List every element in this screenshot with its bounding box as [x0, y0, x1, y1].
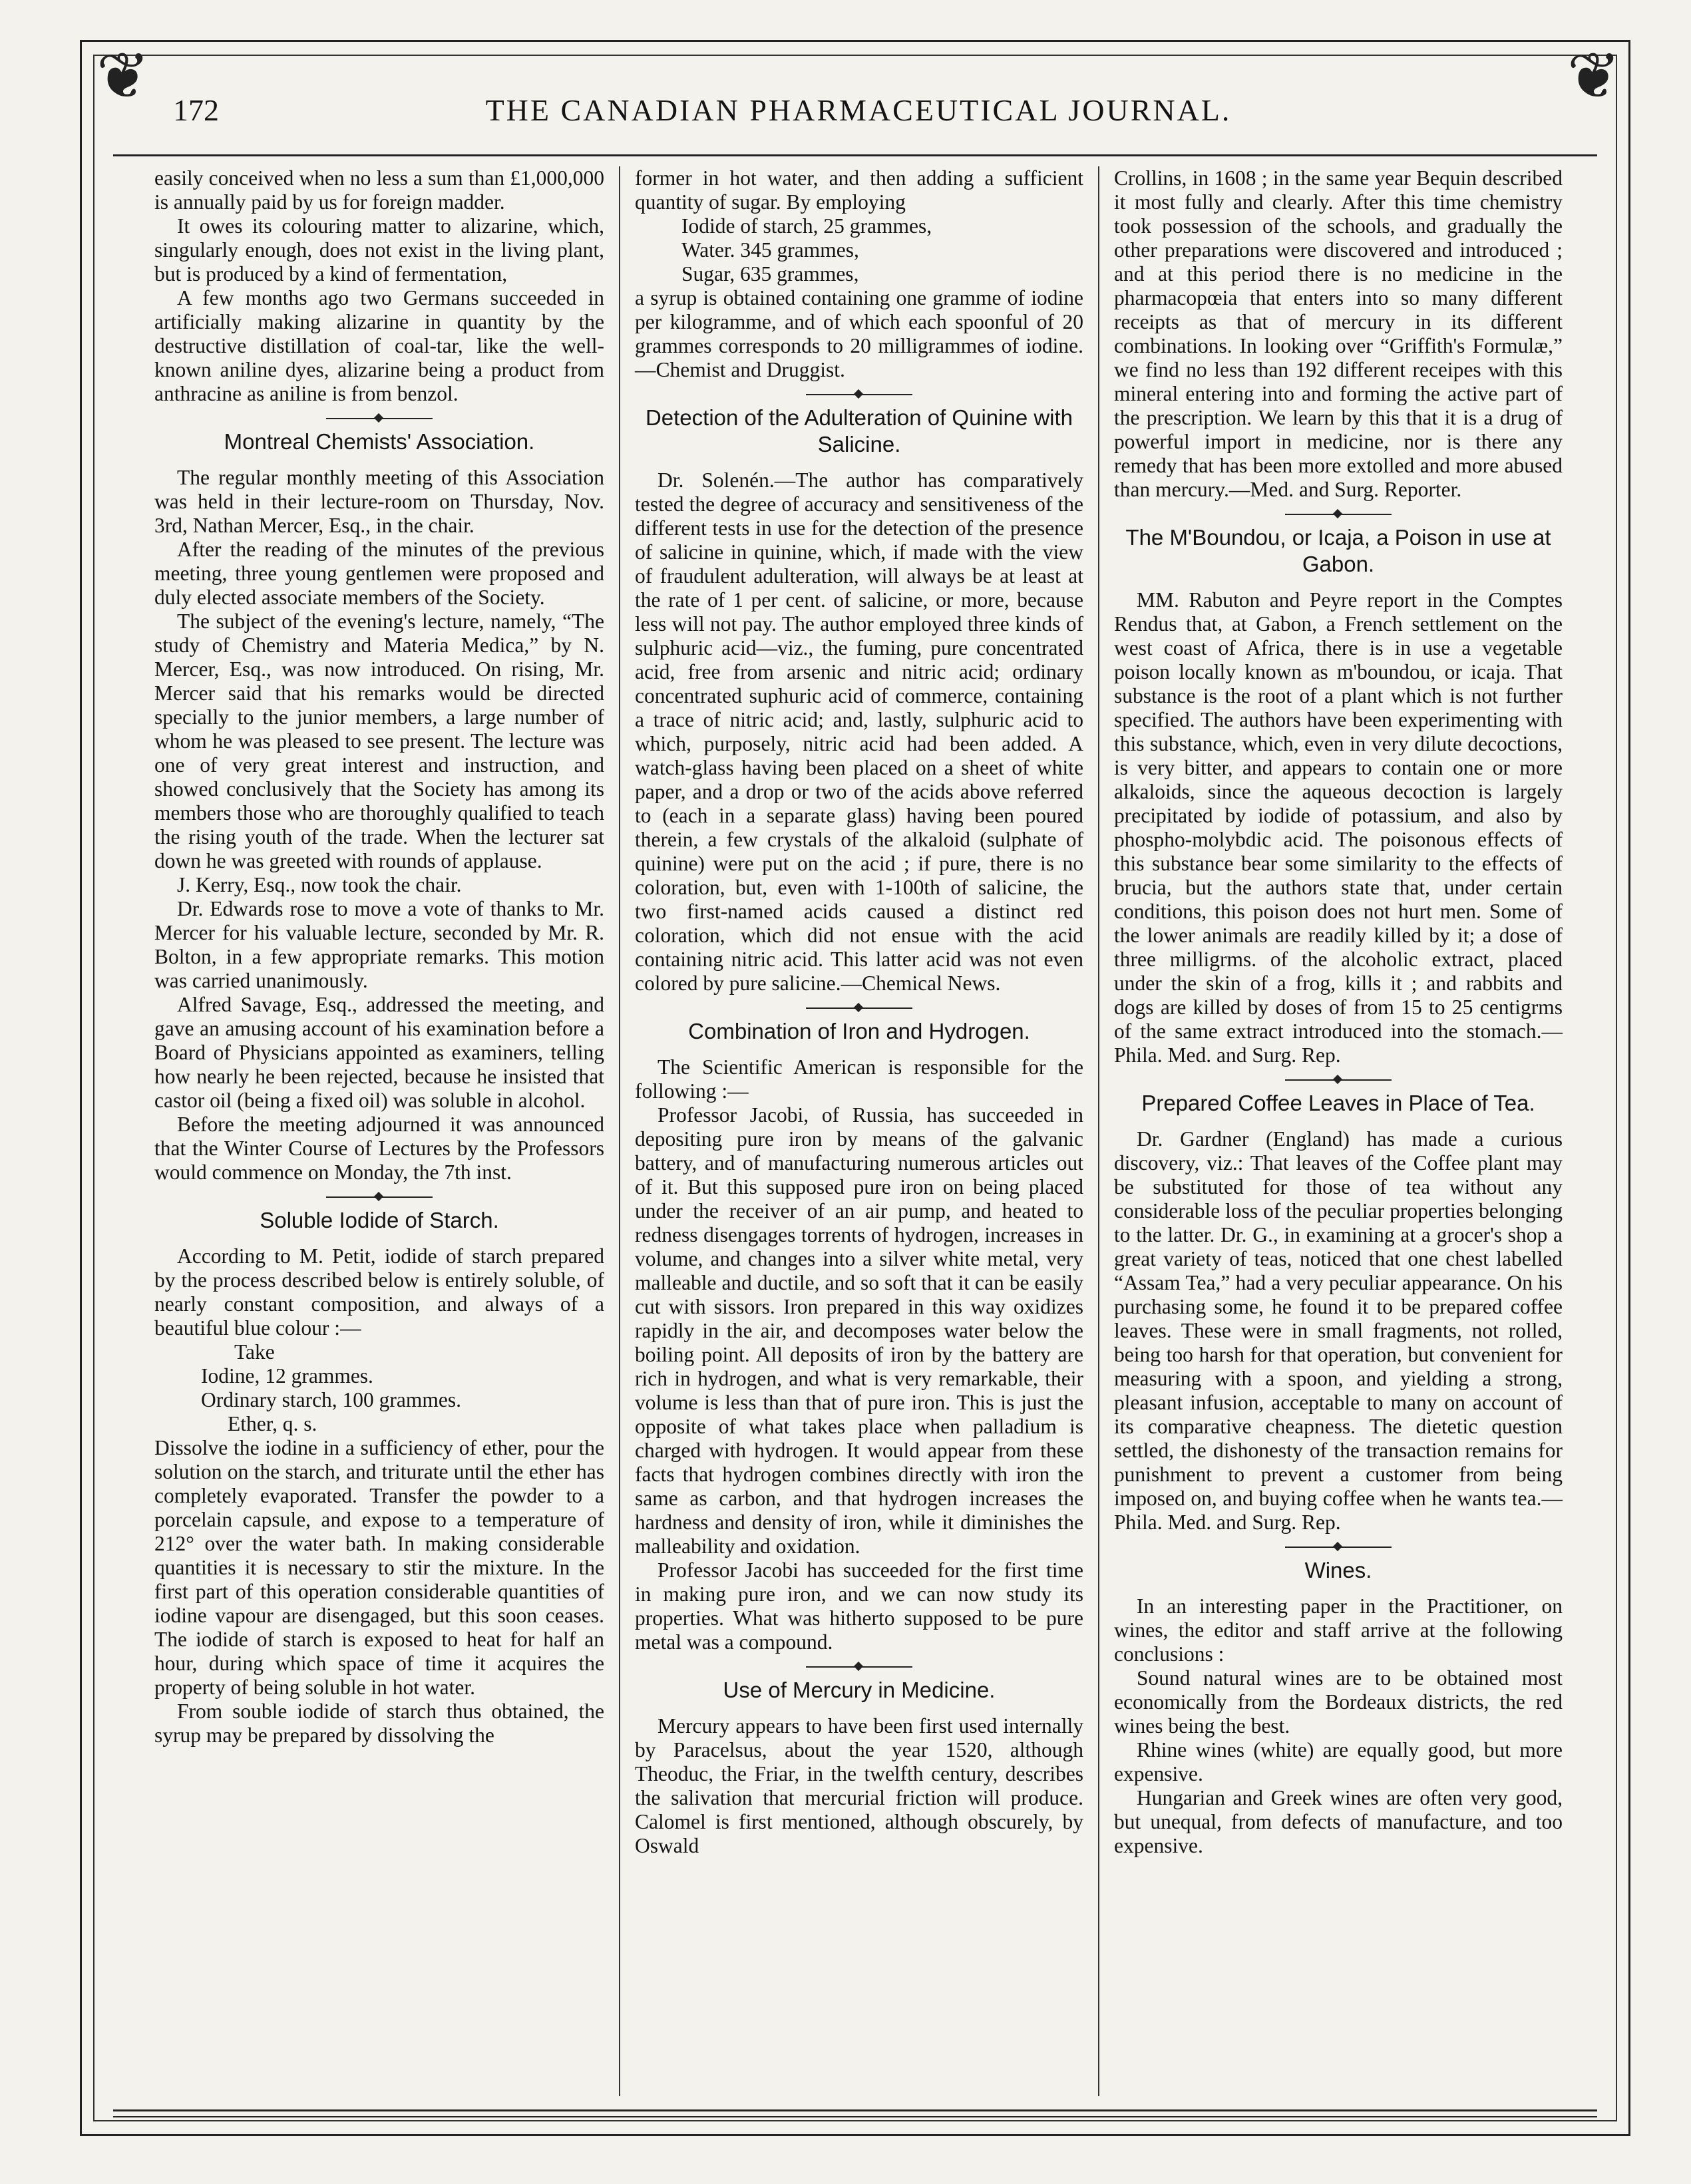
paragraph: MM. Rabuton and Peyre report in the Comptes Rendus that, at Gabon, a French settlement on the west coast of Africa, there is in use a vegetable poison locally known as m'boundou, or icaja. That substance is the root of a plant which is not further specified. The authors have been experimenting with this substance, which, even in very dilute decoctions, is very bitter, and appears to contain one or more alkaloids, since the aqueous decoction is largely precipitated by iodide of potassium, and also by phospho-molybdic acid. The poisonous effects of this substance bear some similarity to the effects of brucia, but the authors state that, under certain conditions, this poison does not hurt men. Some of the lower animals are readily killed by it; a dose of three milligrms. of the alcoholic extract, placed under the skin of a frog, kills it ; and rabbits and dogs are killed by doses of from 15 to 25 centigrms of the same extract introduced into the stomach.—Phila. Med. and Surg. Rep. [1114, 588, 1563, 1067]
corner-ornament-left-icon: ❦ [96, 41, 150, 112]
paragraph: The Scientific American is responsible for the following :— [635, 1055, 1083, 1103]
recipe-line: Water. 345 grammes, [681, 238, 859, 262]
paragraph: Dr. Solenén.—The author has comparatively tested the degree of accuracy and sensitiveness of the different tests in use for the detection of the presence of salicine in quinine, which, if made with the view of fraudulent adulteration, will always be at least at the rate of 1 per cent. of salicine, or more, because less will not pay. The author employed three kinds of sulphuric acid—viz., the fuming, pure concentrated acid, free from arsenic and nitric acid; ordinary concentrated suphuric acid of commerce, containing a trace of nitric acid; and, lastly, sulphuric acid to which, purposely, nitric acid had been added. A watch-glass having been placed on a sheet of white paper, and a drop or two of the acids above referred to (each in a separate glass) having been poured therein, a few crystals of the alkaloid (sulphate of quinine) were put on the acid ; if pure, there is no coloration, but, even with 1-100th of salicine, the two first-named acids caused a distinct red coloration, which did not ensue with the acid containing nitric acid. This latter acid was not even colored by pure salicine.—Chemical News. [635, 468, 1083, 995]
paragraph: Alfred Savage, Esq., addressed the meeting, and gave an amusing account of his examination before a Board of Physicians appointed as examiners, telling how nearly he been rejected, because he insisted that castor oil (being a fixed oil) was soluble in alcohol. [154, 993, 604, 1112]
corner-ornament-right-icon: ❦ [1567, 41, 1621, 112]
paragraph: According to M. Petit, iodide of starch prepared by the process described below is entirely soluble, of nearly constant composition, and always of a beautiful blue colour :— [154, 1244, 604, 1340]
recipe-line: Ether, q. s. [228, 1412, 317, 1435]
paragraph: Professor Jacobi has succeeded for the first time in making pure iron, and we can now study its properties. What was hitherto supposed to be pure metal was a compound. [635, 1558, 1083, 1654]
paragraph: Before the meeting adjourned it was announced that the Winter Course of Lectures by the Professors would commence on Monday, the 7th inst. [154, 1113, 604, 1184]
paragraph: It owes its colouring matter to alizarine, which, singularly enough, does not exist in the living plant, but is produced by a kind of fermentation, [154, 214, 604, 285]
paragraph: Crollins, in 1608 ; in the same year Bequin described it most fully and clearly. After this time chemistry took possession of the schools, and gradually the other preparations were discovered and introduced ; and at this period there is no medicine in the pharmacopœia that enters into so many different receipts as that of mercury in its different combinations. In looking over “Griffith's Formulæ,” we find no less than 192 different receipes with this mineral entering into and forming the active part of the prescription. We learn by this that it is a drug of powerful import in medicine, nor is there any remedy that has been more extolled and more abused than mercury.—Med. and Surg. Reporter. [1114, 166, 1563, 501]
article-columns [140, 166, 1577, 2096]
header-rule [113, 154, 1597, 156]
section-heading: The M'Boundou, or Icaja, a Poison in use at Gabon. [1125, 525, 1551, 576]
section-divider [806, 394, 912, 395]
paragraph: In an interesting paper in the Practitioner, on wines, the editor and staff arrive at the following conclusions : [1114, 1594, 1563, 1666]
paragraph: former in hot water, and then adding a sufficient quantity of sugar. By employing [635, 166, 1083, 214]
journal-title: THE CANADIAN PHARMACEUTICAL JOURNAL. [485, 92, 1232, 127]
section-divider [806, 1666, 912, 1668]
column-1 [140, 166, 619, 2096]
section-heading: Prepared Coffee Leaves in Place of Tea. [1141, 1091, 1535, 1115]
recipe-list [635, 214, 1083, 286]
recipe-line: Ordinary starch, 100 grammes. [201, 1388, 462, 1411]
paragraph: After the reading of the minutes of the previous meeting, three young gentlemen were proposed and duly elected associate members of the Society. [154, 538, 604, 609]
paragraph: A few months ago two Germans succeeded in artificially making alizarine in quantity by the destructive distillation of coal-tar, like the well-known aniline dyes, alizarine being a product from anthracine as aniline is from benzol. [154, 286, 604, 405]
section-divider [326, 418, 433, 419]
paragraph: a syrup is obtained containing one gramme of iodine per kilogramme, and of which each spoonful of 20 grammes corresponds to 20 milligrammes of iodine.—Chemist and Druggist. [635, 286, 1083, 381]
section-divider [806, 1007, 912, 1009]
paragraph: The regular monthly meeting of this Association was held in their lecture-room on Thursday, Nov. 3rd, Nathan Mercer, Esq., in the chair. [154, 466, 604, 537]
column-2 [619, 166, 1098, 2096]
section-divider [1285, 514, 1392, 515]
page-header [173, 73, 1544, 146]
paragraph: Professor Jacobi, of Russia, has succeeded in depositing pure iron by means of the galvanic battery, and of manufacturing numerous articles out of it. But this supposed pure iron on being placed under the receiver of an air pump, and heated to redness disengages torrents of hydrogen, increases in volume, and changes into a silver white metal, very malleable and ductile, and so soft that it can be easily cut with sissors. Iron prepared in this way oxidizes rapidly in the air, and decomposes water below the boiling point. All deposits of iron by the battery are rich in hydrogen, and what is very remarkable, their volume is less than that of pure iron. This is just the opposite of what takes place when palladium is charged with hydrogen. It would appear from these facts that hydrogen combines directly with iron the same as carbon, and that hydrogen increases the hardness and density of iron, while it diminishes the malleability and oxidation. [635, 1103, 1083, 1558]
paragraph: Dr. Gardner (England) has made a curious discovery, viz.: That leaves of the Coffee plant may be substituted for those of tea without any considerable loss of the peculiar properties belonging to the latter. Dr. G., in examining at a grocer's shop a great variety of teas, noticed that one chest labelled “Assam Tea,” had a very peculiar appearance. On his purchasing some, he found it to be prepared coffee leaves. These were in small fragments, not rolled, being too harsh for that operation, but convenient for measuring with a spoon, and yielding a strong, pleasant infusion, acceptable to many on account of its comparative cheapness. The dietetic question settled, the dishonesty of the transaction remains for punishment to prevent a customer from being imposed on, and buying coffee when he wants tea.—Phila. Med. and Surg. Rep. [1114, 1127, 1563, 1534]
recipe-line: Take [234, 1340, 275, 1364]
recipe-line: Iodine, 12 grammes. [201, 1364, 373, 1387]
recipe-list [154, 1340, 604, 1436]
paragraph: From souble iodide of starch thus obtained, the syrup may be prepared by dissolving the [154, 1700, 604, 1747]
recipe-line: Sugar, 635 grammes, [681, 262, 859, 285]
footer-rule [113, 2116, 1597, 2117]
section-heading: Combination of Iron and Hydrogen. [688, 1019, 1030, 1043]
recipe-line: Iodide of starch, 25 grammes, [681, 214, 932, 238]
paragraph: Sound natural wines are to be obtained most economically from the Bordeaux districts, the red wines being the best. [1114, 1666, 1563, 1737]
paragraph: easily conceived when no less a sum than £1,000,000 is annually paid by us for foreign madder. [154, 166, 604, 214]
section-heading: Use of Mercury in Medicine. [723, 1678, 996, 1702]
section-heading: Montreal Chemists' Association. [224, 429, 535, 454]
paragraph: Dissolve the iodine in a sufficiency of ether, pour the solution on the starch, and triturate until the ether has completely evaporated. Transfer the powder to a porcelain capsule, and expose to a temperature of 212° over the water bath. In making considerable quantities it is necessary to stir the mixture. In the first part of this operation considerable quantities of iodine vapour are disengaged, but this soon ceases. The iodide of starch is exposed to heat for half an hour, during which space of time it acquires the property of being soluble in hot water. [154, 1436, 604, 1699]
column-3 [1098, 166, 1577, 2096]
section-divider [1285, 1547, 1392, 1548]
page-number: 172 [173, 92, 219, 127]
footer-rule [113, 2109, 1597, 2111]
paragraph: The subject of the evening's lecture, namely, “The study of Chemistry and Materia Medica,” by N. Mercer, Esq., was now introduced. On rising, Mr. Mercer said that his remarks would be directed specially to the junior members, a large number of whom he was pleased to see present. The lecture was one of very great interest and instruction, and showed conclusively that the Society has among its members those who are thoroughly qualified to teach the rising youth of the trade. When the lecturer sat down he was greeted with rounds of applause. [154, 610, 604, 872]
section-heading: Soluble Iodide of Starch. [260, 1208, 499, 1232]
section-heading: Wines. [1304, 1558, 1372, 1582]
paragraph: Mercury appears to have been first used internally by Paracelsus, about the year 1520, although Theoduc, the Friar, in the twelfth century, describes the salivation that mercurial friction will produce. Calomel is first mentioned, although obscurely, by Oswald [635, 1714, 1083, 1857]
section-divider [326, 1196, 433, 1198]
section-heading: Detection of the Adulteration of Quinine with Salicine. [645, 405, 1073, 456]
section-divider [1285, 1079, 1392, 1081]
paragraph: J. Kerry, Esq., now took the chair. [177, 873, 462, 896]
paragraph: Rhine wines (white) are equally good, but more expensive. [1114, 1738, 1563, 1785]
paragraph: Hungarian and Greek wines are often very good, but unequal, from defects of manufacture, and too expensive. [1114, 1786, 1563, 1857]
paragraph: Dr. Edwards rose to move a vote of thanks to Mr. Mercer for his valuable lecture, seconded by Mr. R. Bolton, in a few appropriate remarks. This motion was carried unanimously. [154, 897, 604, 992]
